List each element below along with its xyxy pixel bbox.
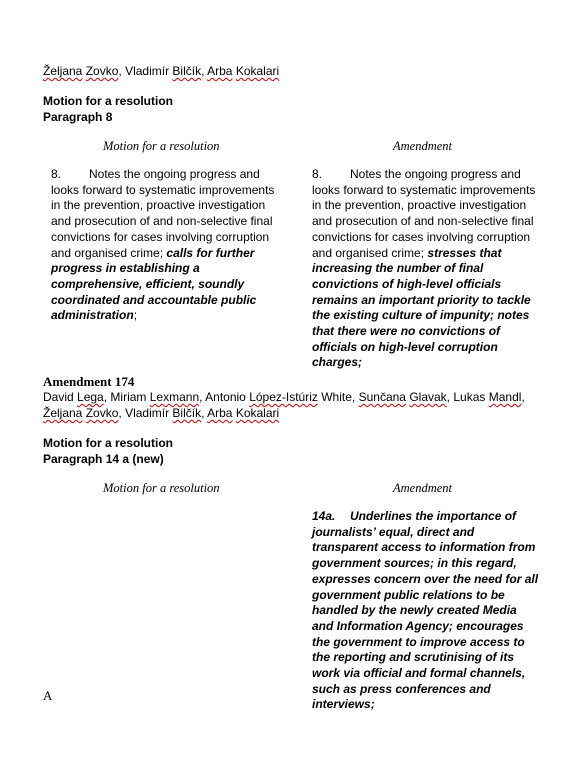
paragraph-label: Paragraph 14 a (new): [43, 452, 164, 466]
motion-label: Motion for a resolution: [43, 436, 173, 450]
author-first-name: Lukas: [453, 390, 486, 404]
author-first-name: Željana: [43, 406, 83, 420]
author-last-name: López-Istúriz: [249, 390, 318, 404]
author-first-name: Arba: [207, 406, 233, 420]
author-list: David Lega, Miriam Lexmann, Antonio López-Istúriz White, Sunčana Glavak, Lukas Mandl,: [43, 390, 525, 404]
author-first-name: Miriam: [110, 390, 147, 404]
author-last-name: Kokalari: [235, 406, 280, 420]
column-heading-motion: Motion for a resolution: [103, 139, 220, 153]
amendment-title: Amendment 174: [43, 374, 135, 389]
author-last-name: Zovko: [85, 64, 119, 78]
author-first-name: Vladimír: [125, 406, 170, 420]
original-paragraph: [51, 167, 279, 324]
column-heading-amendment: Amendment: [393, 481, 453, 495]
author-first-name: Antonio: [205, 390, 246, 404]
amended-paragraph: [312, 167, 540, 371]
amended-paragraph: [312, 509, 540, 713]
paragraph-changed-text: calls for further progress in establishing a comprehensive, efficient, soundly coordinated and accountable public administration: [51, 245, 257, 323]
paragraph-label: Paragraph 8: [43, 110, 113, 124]
motion-label: Motion for a resolution: [43, 94, 173, 108]
paragraph-number: 8.: [51, 167, 62, 181]
author-first-name: Sunčana: [358, 390, 406, 404]
paragraph-number: 14a.: [312, 509, 336, 523]
column-heading-amendment: Amendment: [393, 139, 453, 153]
paragraph-changed-text: Underlines the importance of journalists’ equal, direct and transparent access to information from government sources; in this regard, expresses concern over the need for all government public relations to be handled by the newly created Media and Information Agency; encourages the government to improve access to the reporting and scrutinising of its work via official and formal channels, such as press conferences and interviews;: [312, 509, 539, 712]
author-last-name: Bilčík: [172, 64, 202, 78]
author-last-name: Bilčík: [172, 406, 202, 420]
author-last-name: Glavak: [409, 390, 447, 404]
paragraph-end: ;: [133, 308, 138, 323]
author-last-name: Mandl: [488, 390, 522, 404]
column-heading-motion: Motion for a resolution: [103, 481, 220, 495]
paragraph-text: Notes the ongoing progress and looks forward to systematic improvements in the prevention, proactive investigation and prosecution of and non-selective final convictions for cases involving corruption and organised crime;: [312, 167, 536, 260]
paragraph-number: 8.: [312, 167, 323, 181]
author-last-name: Lega: [77, 390, 104, 404]
author-last-name: White: [321, 390, 352, 404]
author-list-continued: Željana Zovko, Vladimír Bilčík, Arba Kokalari: [43, 406, 280, 420]
author-last-name: Kokalari: [235, 64, 280, 78]
paragraph-changed-text: stresses that increasing the number of final convictions of high-level officials remains an important priority to tackle the existing culture of impunity; notes that there were no convictions of officials on high-level corruption charges;: [312, 245, 531, 370]
author-last-name: Zovko: [85, 406, 119, 420]
paragraph-text: Notes the ongoing progress and looks forward to systematic improvements in the prevention, proactive investigation and prosecution of and non-selective final convictions for cases involving corruption and organised crime;: [51, 167, 275, 260]
author-first-name: Vladimír: [125, 64, 170, 78]
author-list: Željana Zovko, Vladimír Bilčík, Arba Kokalari: [43, 64, 280, 78]
author-first-name: Željana: [43, 64, 83, 78]
author-first-name: Arba: [207, 64, 233, 78]
author-last-name: Lexmann: [149, 390, 200, 404]
page-corner-letter: A: [43, 688, 53, 703]
author-first-name: David: [43, 390, 74, 404]
